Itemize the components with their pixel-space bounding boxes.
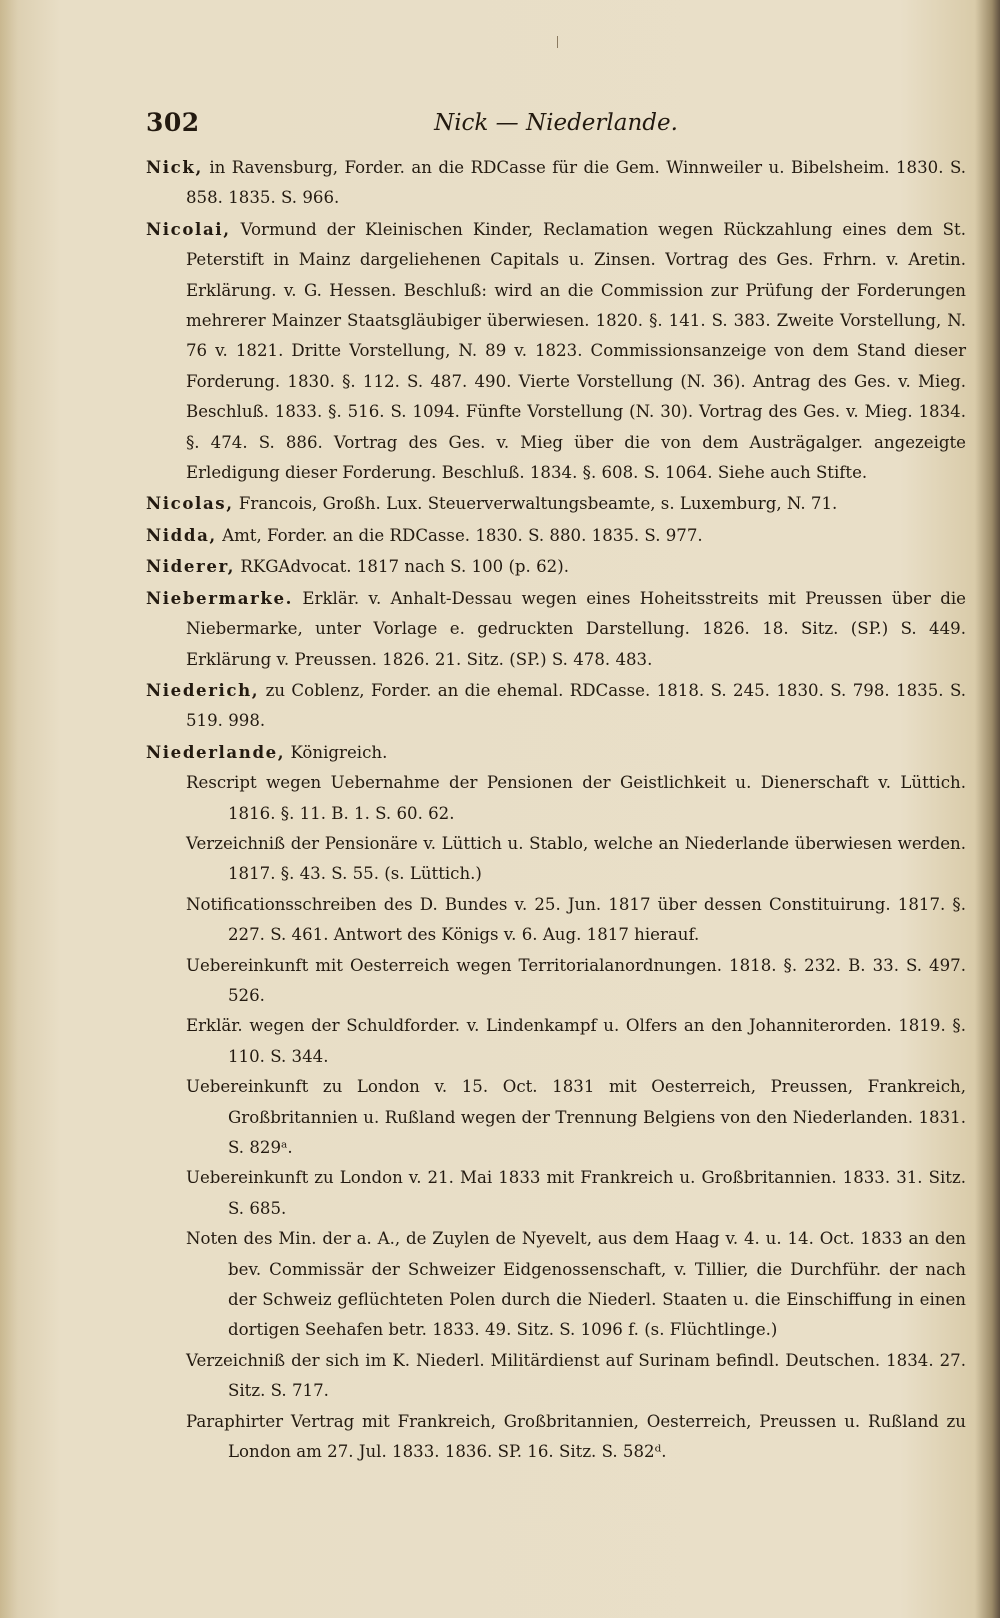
entry-text: in Ravensburg, Forder. an die RDCasse für die Gem. Winnweiler u. Bibelsheim. 1830. S. 858. 1835. S. 966. (186, 158, 966, 208)
entry-headword: Nicolas, (146, 493, 234, 514)
index-entry (146, 152, 966, 214)
index-entry (146, 551, 966, 582)
entry-headword: Nidda, (146, 524, 217, 545)
sub-entry: Verzeichniß der Pensionäre v. Lüttich u. Stablo, welche an Niederlande überwiesen werden. 1817. §. 43. S. 55. (s. Lüttich.) (186, 833, 966, 884)
print-mark (557, 36, 558, 48)
sub-entry: Rescript wegen Uebernahme der Pensionen der Geistlichkeit u. Dienerschaft v. Lüttich. 1816. §. 11. B. 1. S. 60. 62. (186, 773, 966, 823)
index-entry (146, 675, 966, 737)
entry-text: Vormund der Kleinischen Kinder, Reclamation wegen Rückzahlung eines dem St. Peterstift in Mainz dargeliehenen Capitals u. Zinsen. Vortrag des Ges. Frhrn. v. Aretin. Erklärung. v. G. Hessen. Beschluß: wird an die Commission zur Prüfung der Forderungen mehrerer Mainzer Staatsgläubiger überwiesen. 1820. §. 141. S. 383. Zweite Vorstellung, N. 76 v. 1821. Dritte Vorstellung, N. 89 v. 1823. Commissionsanzeige von dem Stand dieser Forderung. 1830. §. 112. S. 487. 490. Vierte Vorstellung (N. 36). Antrag des Ges. v. Mieg. Beschluß. 1833. §. 516. S. 1094. Fünfte Vorstellung (N. 30). Vortrag des Ges. v. Mieg. 1834. §. 474. S. 886. Vortrag des Ges. v. Mieg über die von dem Austrägalger. angezeigte Erledigung dieser Forderung. Beschluß. 1834. §. 608. S. 1064. Siehe auch Stifte. (186, 219, 966, 483)
entry-headword: Niederlande, (146, 741, 286, 762)
entry-text: Erklär. v. Anhalt-Dessau wegen eines Hoheitsstreits mit Preussen über die Niebermarke, unter Vorlage e. gedruckten Darstellung. 1826. 18. Sitz. (SP.) S. 449. Erklärung v. Preussen. 1826. 21. Sitz. (SP.) S. 478. 483. (186, 588, 966, 669)
sub-entry: Noten des Min. der a. A., de Zuylen de Nyevelt, aus dem Haag v. 4. u. 14. Oct. 1833 an den bev. Commissär der Schweizer Eidgenossenschaft, v. Tillier, die Durchführ. der nach der Schweiz geflüchteten Polen durch die Niederl. Staaten u. die Einschiffung in einen dortigen Seehafen betr. 1833. 49. Sitz. S. 1096 f. (s. Flüchtlinge.) (186, 1229, 966, 1340)
sub-entry: Paraphirter Vertrag mit Frankreich, Großbritannien, Oesterreich, Preussen u. Rußland zu London am 27. Jul. 1833. 1836. SP. 16. Sitz. S. 582ᵈ. (186, 1411, 966, 1462)
entry-headword: Niebermarke. (146, 587, 294, 608)
entry-text: zu Coblenz, Forder. an die ehemal. RDCasse. 1818. S. 245. 1830. S. 798. 1835. S. 519. 998. (186, 680, 966, 731)
entry-text: Amt, Forder. an die RDCasse. 1830. S. 880. 1835. S. 977. (216, 525, 703, 545)
index-entry (146, 520, 966, 551)
sub-entry: Erklär. wegen der Schuldforder. v. Lindenkampf u. Olfers an den Johanniterorden. 1819. §. 110. S. 344. (186, 1016, 966, 1066)
sub-entry: Verzeichniß der sich im K. Niederl. Militärdienst auf Surinam befindl. Deutschen. 1834. 27. Sitz. S. 717. (186, 1350, 966, 1401)
index-entry (146, 488, 966, 519)
index-entry (146, 214, 966, 489)
entry-text: Königreich. (285, 742, 388, 762)
sub-entry: Uebereinkunft zu London v. 15. Oct. 1831 mit Oesterreich, Preussen, Frankreich, Großbritannien u. Rußland wegen der Trennung Belgiens von den Niederlanden. 1831. S. 829ᵃ. (186, 1077, 966, 1157)
entry-text: RKGAdvocat. 1817 nach S. 100 (p. 62). (235, 557, 569, 577)
running-title: Nick — Niederlande. (434, 110, 678, 136)
page-header (146, 108, 966, 148)
page-number: 302 (146, 108, 200, 137)
sub-entry: Notificationsschreiben des D. Bundes v. 25. Jun. 1817 über dessen Constituirung. 1817. §. 227. S. 461. Antwort des Königs v. 6. Aug. 1817 hierauf. (186, 894, 966, 945)
entry-text: Francois, Großh. Lux. Steuerverwaltungsbeamte, s. Luxemburg, N. 71. (233, 494, 838, 514)
index-entry (146, 583, 966, 675)
sub-entry: Uebereinkunft zu London v. 21. Mai 1833 mit Frankreich u. Großbritannien. 1833. 31. Sitz. S. 685. (186, 1168, 966, 1218)
sub-entry: Uebereinkunft mit Oesterreich wegen Territorialanordnungen. 1818. §. 232. B. 33. S. 497. 526. (186, 955, 966, 1005)
entry-headword: Niederich, (146, 679, 260, 700)
entry-headword: Nicolai, (146, 218, 231, 239)
index-text (146, 152, 966, 1467)
index-entry (146, 737, 966, 768)
entry-headword: Niderer, (146, 556, 236, 577)
entry-headword: Nick, (146, 157, 203, 177)
